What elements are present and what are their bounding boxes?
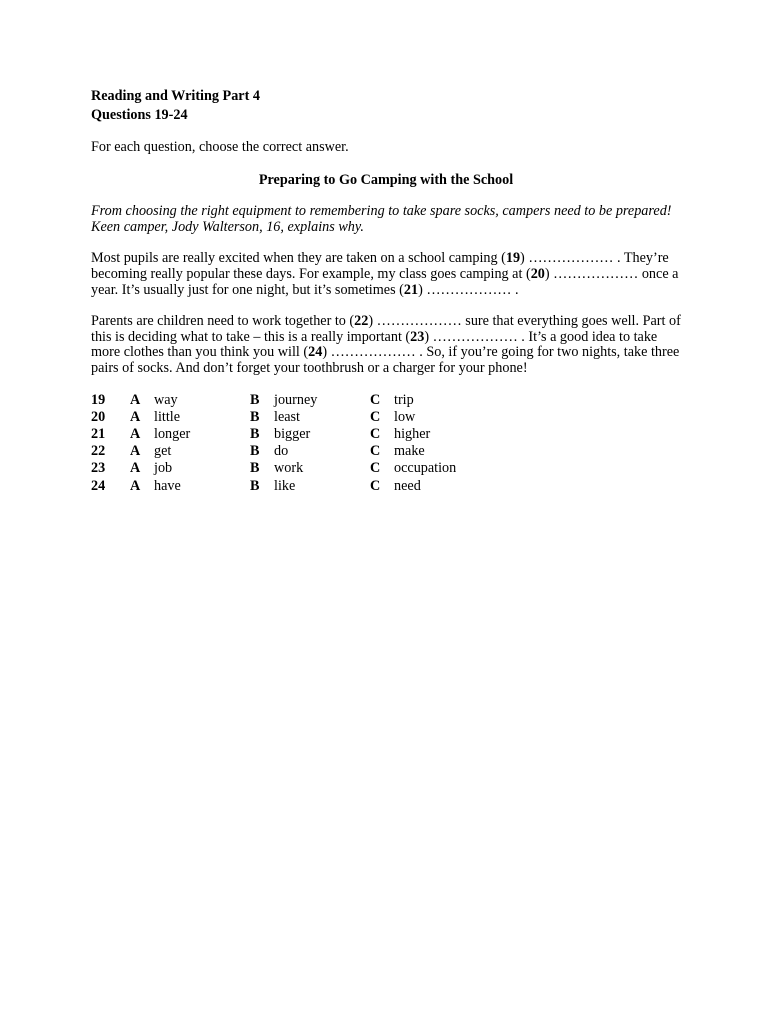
options-body	[91, 392, 490, 495]
option-b-letter: B	[250, 408, 260, 425]
p2-text-2: ) ……………… sure that everything goes well. Part of this is deciding what to take – this is a really important (	[91, 313, 681, 345]
option-c-word: trip	[394, 391, 414, 408]
option-row	[91, 478, 490, 495]
option-a-letter: A	[130, 425, 141, 442]
option-a-word: longer	[154, 425, 191, 442]
option-c-letter: C	[370, 425, 381, 442]
p1-text-2: ) ……………… . They’re becoming really popular these days. For example, my class goes camping at (	[91, 250, 669, 282]
answer-options-table	[91, 392, 490, 495]
option-c-letter: C	[370, 477, 381, 494]
option-row	[91, 426, 490, 443]
document-page	[91, 87, 681, 495]
p2-text-1: Parents are children need to work together to (	[91, 313, 355, 330]
option-a-letter: A	[130, 408, 141, 425]
instruction-text: For each question, choose the correct answer.	[91, 139, 349, 155]
option-b-word: journey	[274, 391, 318, 408]
option-c-word: occupation	[394, 460, 457, 477]
p2-text-3: ) ……………… . It’s a good idea to take more clothes than you think you will (	[91, 328, 658, 361]
paragraph-1	[91, 251, 681, 298]
gap-21-number: 21	[403, 281, 419, 298]
question-number: 23	[91, 460, 106, 477]
intro-line-2: Keen camper, Jody Walterson, 16, explains why.	[91, 218, 364, 235]
option-c-letter: C	[370, 391, 381, 408]
option-b-letter: B	[250, 391, 260, 408]
option-c-word: make	[394, 443, 425, 460]
option-b-word: like	[274, 477, 296, 494]
option-a-word: have	[154, 477, 181, 494]
option-a-word: little	[154, 408, 181, 425]
intro-line-1: From choosing the right equipment to remembering to take spare socks, campers need to be prepared!	[91, 203, 672, 220]
question-number: 20	[91, 408, 106, 425]
p2-text-4: ) ……………… . So, if you’re going for two nights, take three pairs of socks. And don’t forget your toothbrush or a charger for your phone!	[91, 344, 680, 376]
questions-heading: Questions 19-24	[91, 107, 188, 123]
option-b-word: do	[274, 443, 289, 460]
option-b-word: least	[274, 408, 300, 425]
paragraph-2	[91, 314, 681, 376]
option-c-letter: C	[370, 460, 381, 477]
option-b-letter: B	[250, 477, 260, 494]
option-row	[91, 460, 490, 477]
question-number: 24	[91, 477, 106, 494]
part-heading: Reading and Writing Part 4	[91, 88, 260, 104]
option-a-word: job	[154, 460, 173, 477]
gap-22-number: 22	[354, 313, 369, 330]
option-c-word: higher	[394, 425, 431, 442]
article-intro	[91, 204, 681, 235]
option-row	[91, 392, 490, 409]
p1-text-4: ) ……………… .	[418, 281, 519, 298]
p1-text-1: Most pupils are really excited when they are taken on a school camping (	[91, 250, 506, 267]
option-c-word: low	[394, 408, 416, 425]
gap-24-number: 24	[308, 344, 323, 361]
option-b-word: work	[274, 460, 304, 477]
option-a-letter: A	[130, 443, 141, 460]
gap-23-number: 23	[410, 328, 425, 345]
option-c-letter: C	[370, 408, 381, 425]
p1-text-3: ) ……………… once a year. It’s usually just for one night, but it’s sometimes (	[91, 265, 679, 298]
option-row	[91, 443, 490, 460]
option-a-letter: A	[130, 477, 141, 494]
option-a-letter: A	[130, 460, 141, 477]
option-b-word: bigger	[274, 425, 311, 442]
gap-20-number: 20	[530, 265, 545, 282]
option-b-letter: B	[250, 460, 260, 477]
option-a-letter: A	[130, 391, 141, 408]
option-a-word: get	[154, 443, 172, 460]
option-c-word: need	[394, 477, 421, 494]
question-number: 22	[91, 443, 106, 460]
option-row	[91, 409, 490, 426]
option-b-letter: B	[250, 443, 260, 460]
question-number: 19	[91, 391, 106, 408]
option-a-word: way	[154, 391, 178, 408]
question-number: 21	[91, 425, 106, 442]
option-c-letter: C	[370, 443, 381, 460]
option-b-letter: B	[250, 425, 260, 442]
article-title: Preparing to Go Camping with the School	[258, 171, 514, 188]
gap-19-number: 19	[505, 250, 521, 267]
